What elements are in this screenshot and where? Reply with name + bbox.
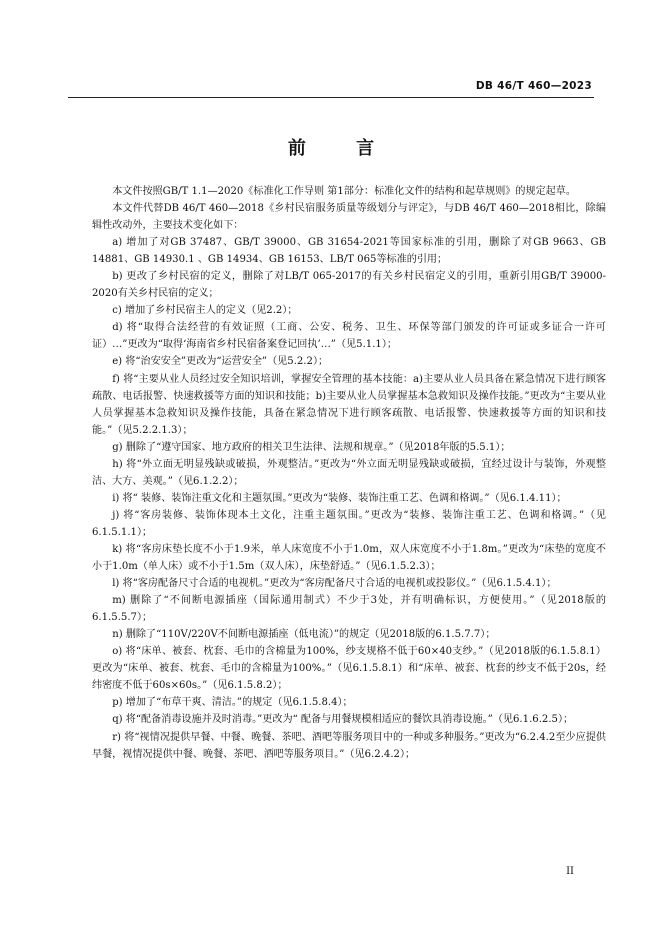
foreword-body: [92, 183, 606, 763]
change-item-g: g) 删除了“遵守国家、地方政府的相关卫生法律、法规和规章。”（见2018年版的5.5.1）；: [112, 441, 511, 453]
change-item-i: i) 将“ 装修、装饰注重文化和主题氛围。”更改为“装修、装饰注重工艺、色调和格调。”（见6.1.4.11）；: [112, 492, 567, 504]
change-item-m: m) 删除了“不间断电源插座（国际通用制式）不少于3处，并有明确标识，方便使用。”（见2018版的6.1.5.5.7）；: [92, 595, 606, 624]
change-item-f: f) 将“主要从业人员经过安全知识培训，掌握安全管理的基本技能：a)主要从业人员具备在紧急情况下进行顾客疏散、电话报警、快速救援等方面的知识和技能；b)主要从业人员掌握基本急救知识及操作技能。”更改为“主要从业人员掌握基本急救知识及操作技能，具备在紧急情况下进行顾客疏散、电话报警、快速救援等方面的知识和技能。”（见5.2.2.1.3）；: [92, 373, 606, 436]
change-item-o: o) 将“床单、被套、枕套、毛巾的含棉量为100%，纱支规格不低于60×40支纱。”（见2018版的6.1.5.8.1）更改为“床单、被套、枕套、毛巾的含棉量为100%。”（见6.1.5.8.1）和“床单、被套、枕套的纱支不低于20s，经纬密度不低于60s×60s。”（见6.1.5.8.2）；: [92, 646, 606, 692]
change-item-h: h) 将“外立面无明显残缺或破损，外观整洁。”更改为“外立面无明显残缺或破损，宜经过设计与装饰，外观整洁、大方、美观。”（见6.1.2.2）；: [92, 458, 606, 487]
document-code: DB 46/T 460—2023: [475, 80, 592, 92]
change-item-n: n) 删除了“110V/220V不间断电源插座（低电流）”的规定（见2018版的6.1.5.7.7）；: [112, 629, 496, 641]
change-item-k: k) 将“客房床垫长度不小于1.9米，单人床宽度不小于1.0m，双人床宽度不小于1.8m。”更改为“床垫的宽度不小于1.0m（单人床）或不小于1.5m（双人床），床垫舒适。”（见6.1.5.2.3）；: [92, 543, 606, 573]
change-item-d: d) 将“取得合法经营的有效证照（工商、公安、税务、卫生、环保等部门颁发的许可证或多证合一许可证）…”更改为“取得‘海南省乡村民宿备案登记回执’…”（见5.1.1）；: [92, 322, 606, 351]
change-item-e: e) 将“治安安全”更改为“运营安全”（见5.2.2）；: [112, 356, 329, 368]
change-item-j: j) 将“客房装修、装饰体现本土文化，注重主题氛围。”更改为“装修、装饰注重工艺、色调和格调。”（见6.1.5.1.1）；: [92, 509, 606, 538]
page-number: II: [566, 866, 574, 877]
change-item-a: a) 增加了对GB 37487、GB/T 39000、GB 31654-2021等国家标准的引用，删除了对GB 9663、GB 14881、GB 14930.1 、GB 14934、GB 16153、LB/T 065等标准的引用；: [92, 237, 606, 266]
change-item-b: b) 更改了乡村民宿的定义，删除了对LB/T 065-2017的有关乡村民宿定义的引用，重新引用GB/T 39000-2020有关乡村民宿的定义；: [92, 271, 606, 300]
change-item-q: q) 将“配备消毒设施并及时消毒。”更改为“ 配备与用餐规模相适应的餐饮具消毒设施。”（见6.1.6.2.5）；: [112, 714, 574, 726]
change-item-l: l) 将“客房配备尺寸合适的电视机。”更改为“客房配备尺寸合适的电视机或投影仪。”（见6.1.5.4.1）；: [112, 578, 557, 590]
header-rule: [68, 97, 594, 98]
change-item-r: r) 将“视情况提供早餐、中餐、晚餐、茶吧、酒吧等服务项目中的一种或多种服务。”更改为“6.2.4.2至少应提供早餐，视情况提供中餐、晚餐、茶吧、酒吧等服务项目。”（见6.2.4.2）；: [92, 731, 606, 760]
change-item-c: c) 增加了乡村民宿主人的定义（见2.2）；: [112, 305, 298, 317]
page-title: 前 言: [287, 138, 397, 159]
paragraph: 本文件按照GB/T 1.1—2020《标准化工作导则 第1部分：标准化文件的结构和起草规则》的规定起草。: [112, 186, 576, 197]
paragraph: 本文件代替DB 46/T 460—2018《乡村民宿服务质量等级划分与评定》，与DB 46/T 460—2018相比，除编辑性改动外，主要技术变化如下：: [92, 203, 606, 232]
change-item-p: p) 增加了“布草干爽、清洁。”的规定（见6.1.5.8.4）；: [112, 697, 353, 709]
